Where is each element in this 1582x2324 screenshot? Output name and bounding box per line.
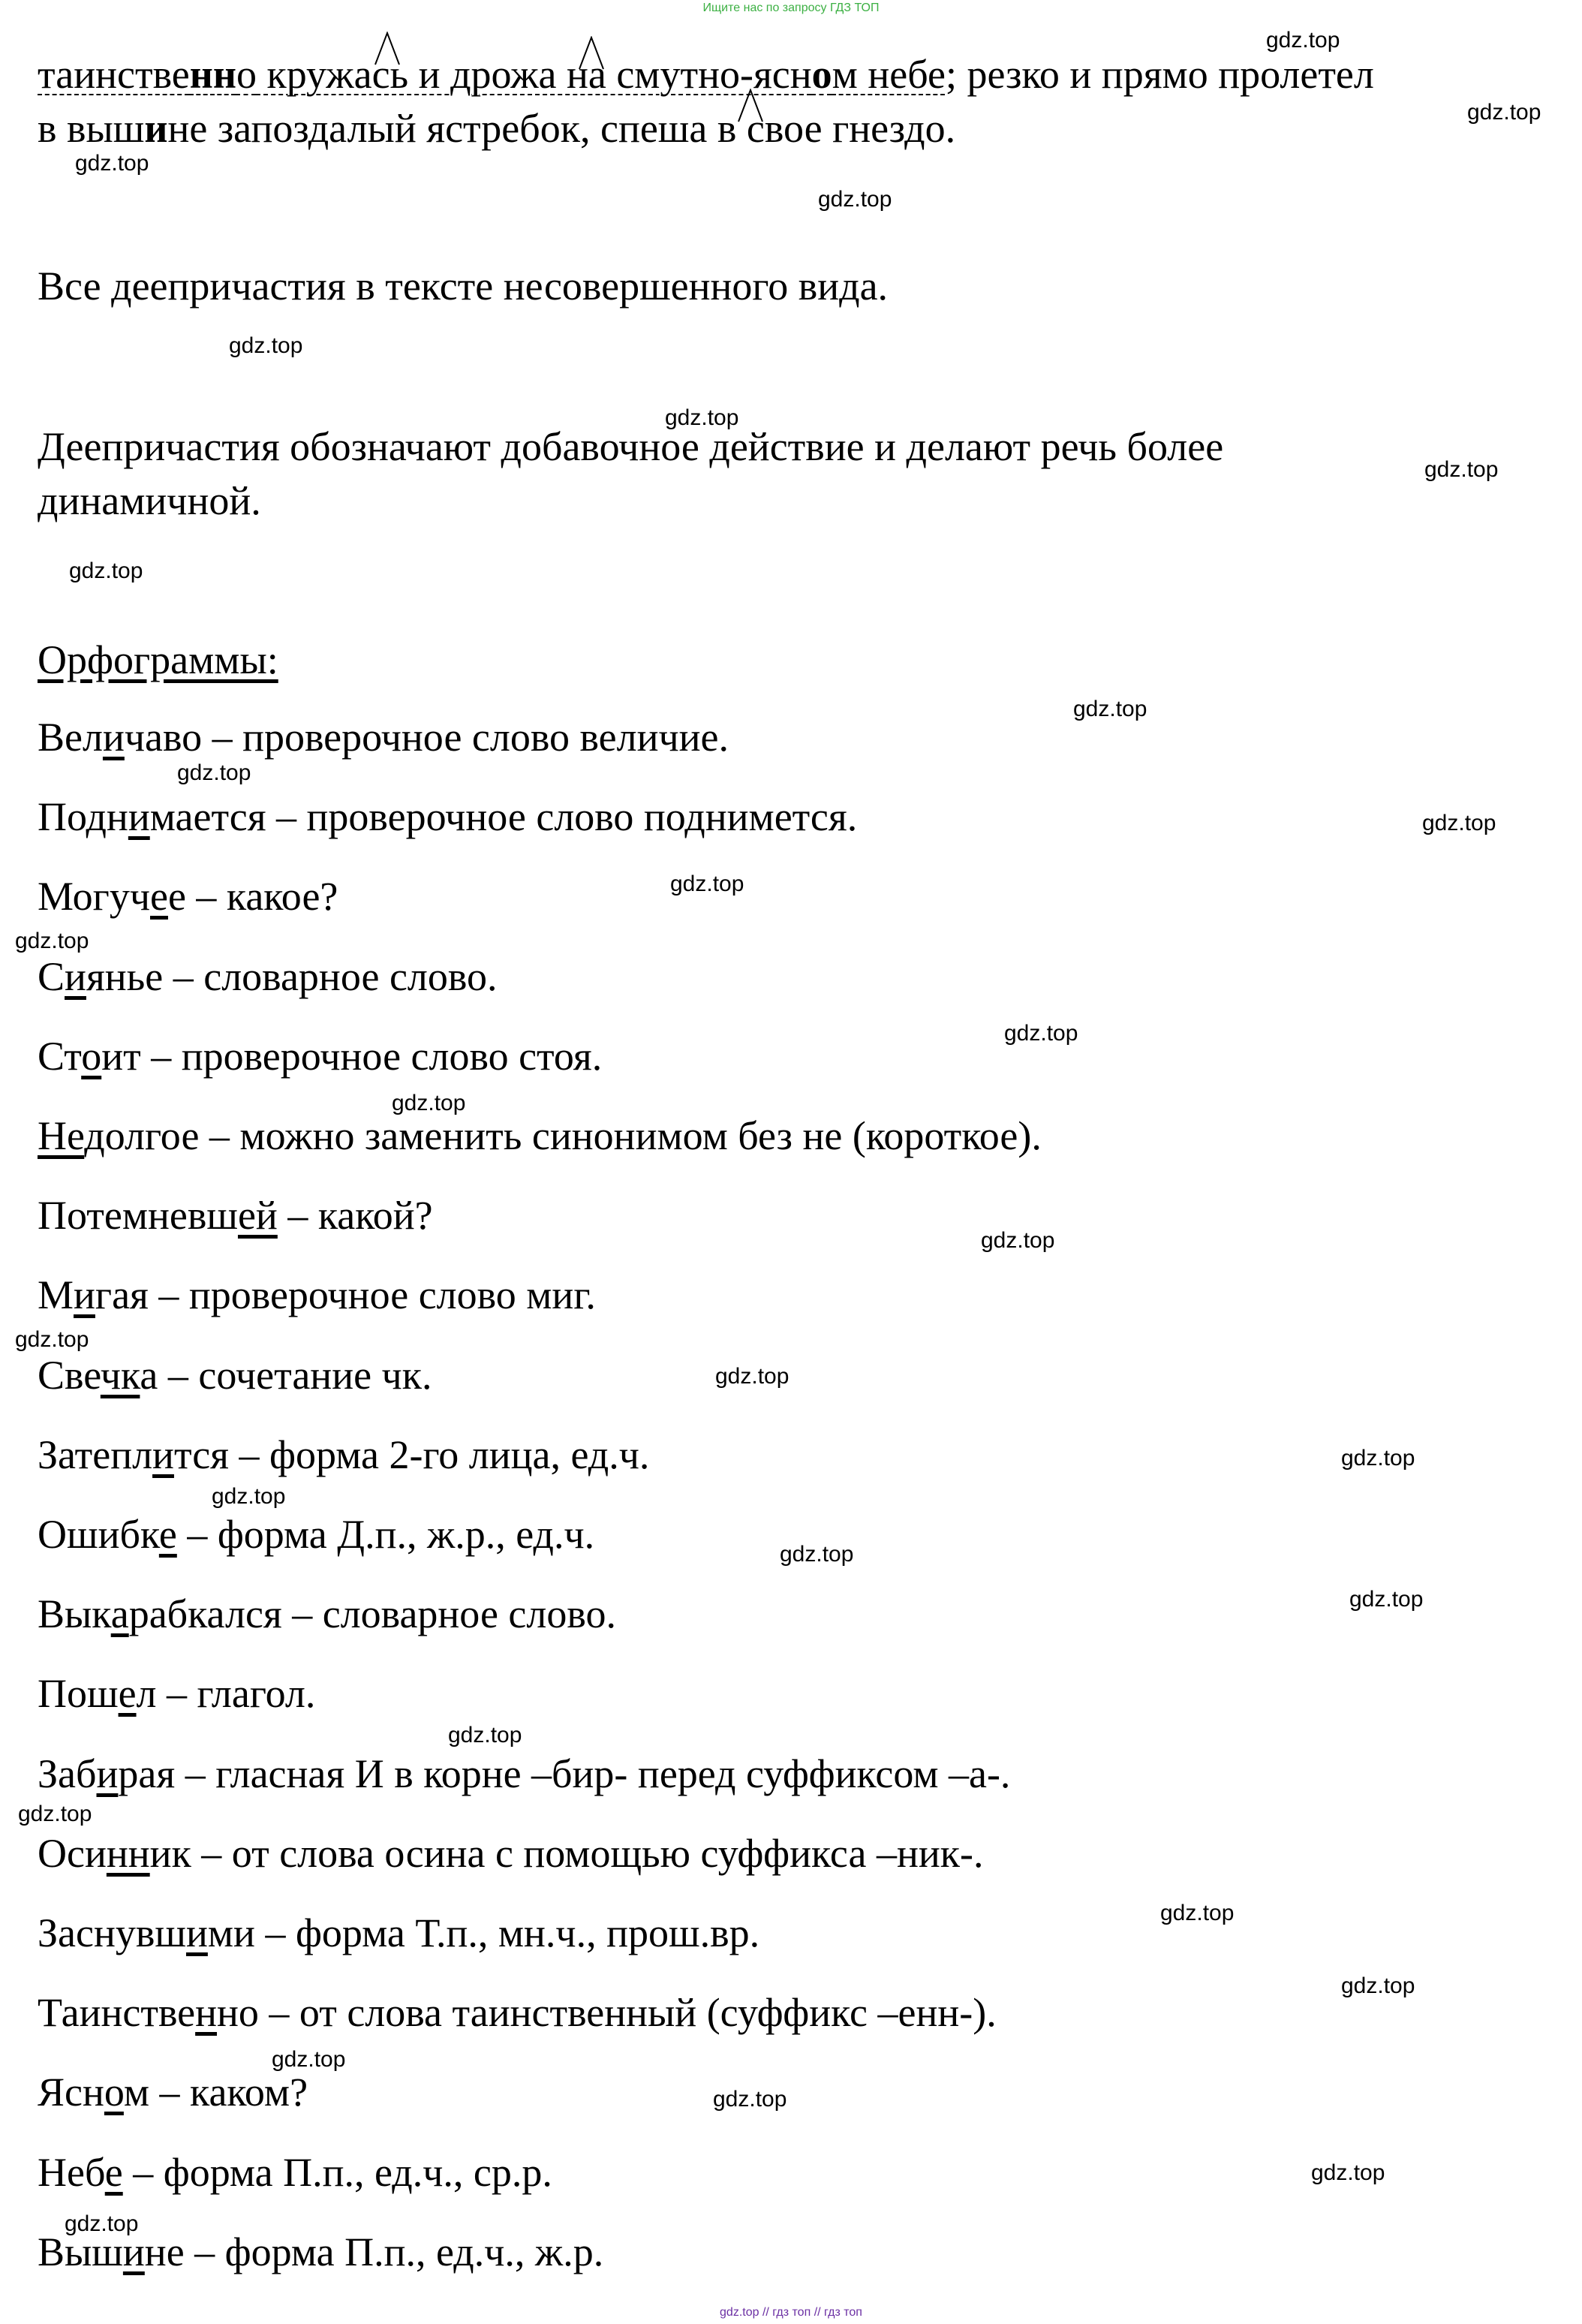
- watermark: gdz.top: [818, 187, 892, 212]
- orthogram-mark: чк: [100, 1353, 140, 1398]
- watermark: gdz.top: [177, 760, 251, 785]
- intro-line-2: в вышине запоздалый ястребок, спеша в свое гнездо.: [38, 106, 956, 151]
- orthogram-mark: и: [152, 1432, 174, 1477]
- watermark: gdz.top: [15, 929, 89, 953]
- watermark: gdz.top: [69, 558, 143, 583]
- orthogram-item: Недолгое – можно заменить синонимом без не (короткое).: [38, 1113, 1042, 1158]
- watermark: gdz.top: [392, 1091, 466, 1115]
- orthogram-mark: и: [96, 1751, 119, 1796]
- orthogram-mark: нн: [106, 1831, 150, 1876]
- orthogram-item: Пошел – глагол.: [38, 1671, 316, 1716]
- intro-line-1: таинственно кружась и дрожа на смутно-ясном небе; резко и прямо пролетел: [38, 52, 1374, 97]
- orthogram-item: Свечка – сочетание чк.: [38, 1353, 432, 1398]
- orthogram-item: Ошибке – форма Д.п., ж.р., ед.ч.: [38, 1512, 595, 1557]
- watermark: gdz.top: [15, 1327, 89, 1352]
- orthogram-item: Стоит – проверочное слово стоя.: [38, 1034, 603, 1079]
- orthogram-mark: о: [81, 1034, 102, 1079]
- orthogram-mark: Не: [38, 1113, 85, 1158]
- orthogram-item: Таинственно – от слова таинственный (суффикс –енн-).: [38, 1990, 997, 2035]
- orthogram-item: Потемневшей – какой?: [38, 1193, 433, 1238]
- orthograms-heading: Орфограммы:: [38, 637, 278, 682]
- orthogram-item: Небе – форма П.п., ед.ч., ср.р.: [38, 2150, 552, 2195]
- orthogram-item: Сиянье – словарное слово.: [38, 954, 498, 999]
- orthogram-item: Затеплится – форма 2-го лица, ед.ч.: [38, 1432, 650, 1477]
- watermark: gdz.top: [715, 1364, 789, 1389]
- watermark: gdz.top: [65, 2211, 139, 2236]
- watermark: gdz.top: [1160, 1901, 1235, 1925]
- orthogram-mark: и: [185, 1910, 208, 1955]
- orthogram-mark: о: [104, 2070, 124, 2115]
- paragraph-function-2: динамичной.: [38, 478, 261, 523]
- orthogram-mark: ей: [237, 1193, 278, 1238]
- watermark: gdz.top: [1424, 457, 1499, 482]
- watermark: gdz.top: [1311, 2160, 1385, 2185]
- watermark: gdz.top: [75, 151, 149, 176]
- orthogram-item: Заснувшими – форма Т.п., мн.ч., прош.вр.: [38, 1910, 760, 1955]
- search-hint: Ищите нас по запросу ГДЗ ТОП: [702, 2, 880, 14]
- watermark: gdz.top: [1341, 1446, 1415, 1471]
- watermark: gdz.top: [780, 1542, 854, 1567]
- footer-note: gdz.top // гдз топ // гдз топ: [720, 2306, 862, 2319]
- orthogram-mark: и: [74, 1272, 95, 1317]
- orthogram-item: Забирая – гласная И в корне –бир- перед суффиксом –а-.: [38, 1751, 1011, 1796]
- orthogram-mark: н: [195, 1990, 218, 2035]
- watermark: gdz.top: [981, 1228, 1055, 1253]
- paragraph-aspect: Все деепричастия в тексте несовершенного вида.: [38, 263, 889, 309]
- watermark: gdz.top: [1073, 697, 1147, 721]
- watermark: gdz.top: [1004, 1021, 1078, 1046]
- watermark: gdz.top: [1349, 1587, 1424, 1612]
- watermark: gdz.top: [1467, 100, 1541, 125]
- orthogram-item: Ясном – каком?: [38, 2070, 308, 2115]
- watermark: gdz.top: [670, 872, 744, 896]
- orthogram-item: Осинник – от слова осина с помощью суффикса –ник-.: [38, 1831, 984, 1876]
- paragraph-function-1: Деепричастия обозначают добавочное действие и делают речь более: [38, 424, 1224, 469]
- orthogram-mark: е: [104, 2150, 123, 2195]
- orthogram-mark: е: [149, 874, 168, 919]
- watermark: gdz.top: [1422, 811, 1496, 835]
- orthogram-item: Выкарабкался – словарное слово.: [38, 1591, 616, 1636]
- watermark: gdz.top: [229, 333, 303, 358]
- watermark: gdz.top: [665, 405, 739, 430]
- watermark: gdz.top: [448, 1723, 522, 1748]
- watermark: gdz.top: [272, 2047, 346, 2072]
- orthogram-mark: и: [102, 715, 125, 760]
- orthogram-mark: е: [118, 1671, 137, 1716]
- orthogram-item: Величаво – проверочное слово величие.: [38, 715, 729, 760]
- orthogram-mark: и: [65, 954, 86, 999]
- orthogram-mark: а: [110, 1591, 129, 1636]
- watermark: gdz.top: [1341, 1973, 1415, 1998]
- orthogram-mark: и: [128, 794, 150, 839]
- orthogram-mark: и: [122, 2229, 145, 2274]
- watermark: gdz.top: [212, 1484, 286, 1509]
- orthogram-item: Вышине – форма П.п., ед.ч., ж.р.: [38, 2229, 604, 2274]
- orthogram-item: Мигая – проверочное слово миг.: [38, 1272, 596, 1317]
- orthogram-item: Могучее – какое?: [38, 874, 338, 919]
- orthogram-item: Поднимается – проверочное слово поднимется.: [38, 794, 858, 839]
- watermark: gdz.top: [18, 1802, 92, 1826]
- watermark: gdz.top: [1266, 28, 1340, 53]
- orthogram-mark: е: [158, 1512, 177, 1557]
- watermark: gdz.top: [713, 2087, 787, 2112]
